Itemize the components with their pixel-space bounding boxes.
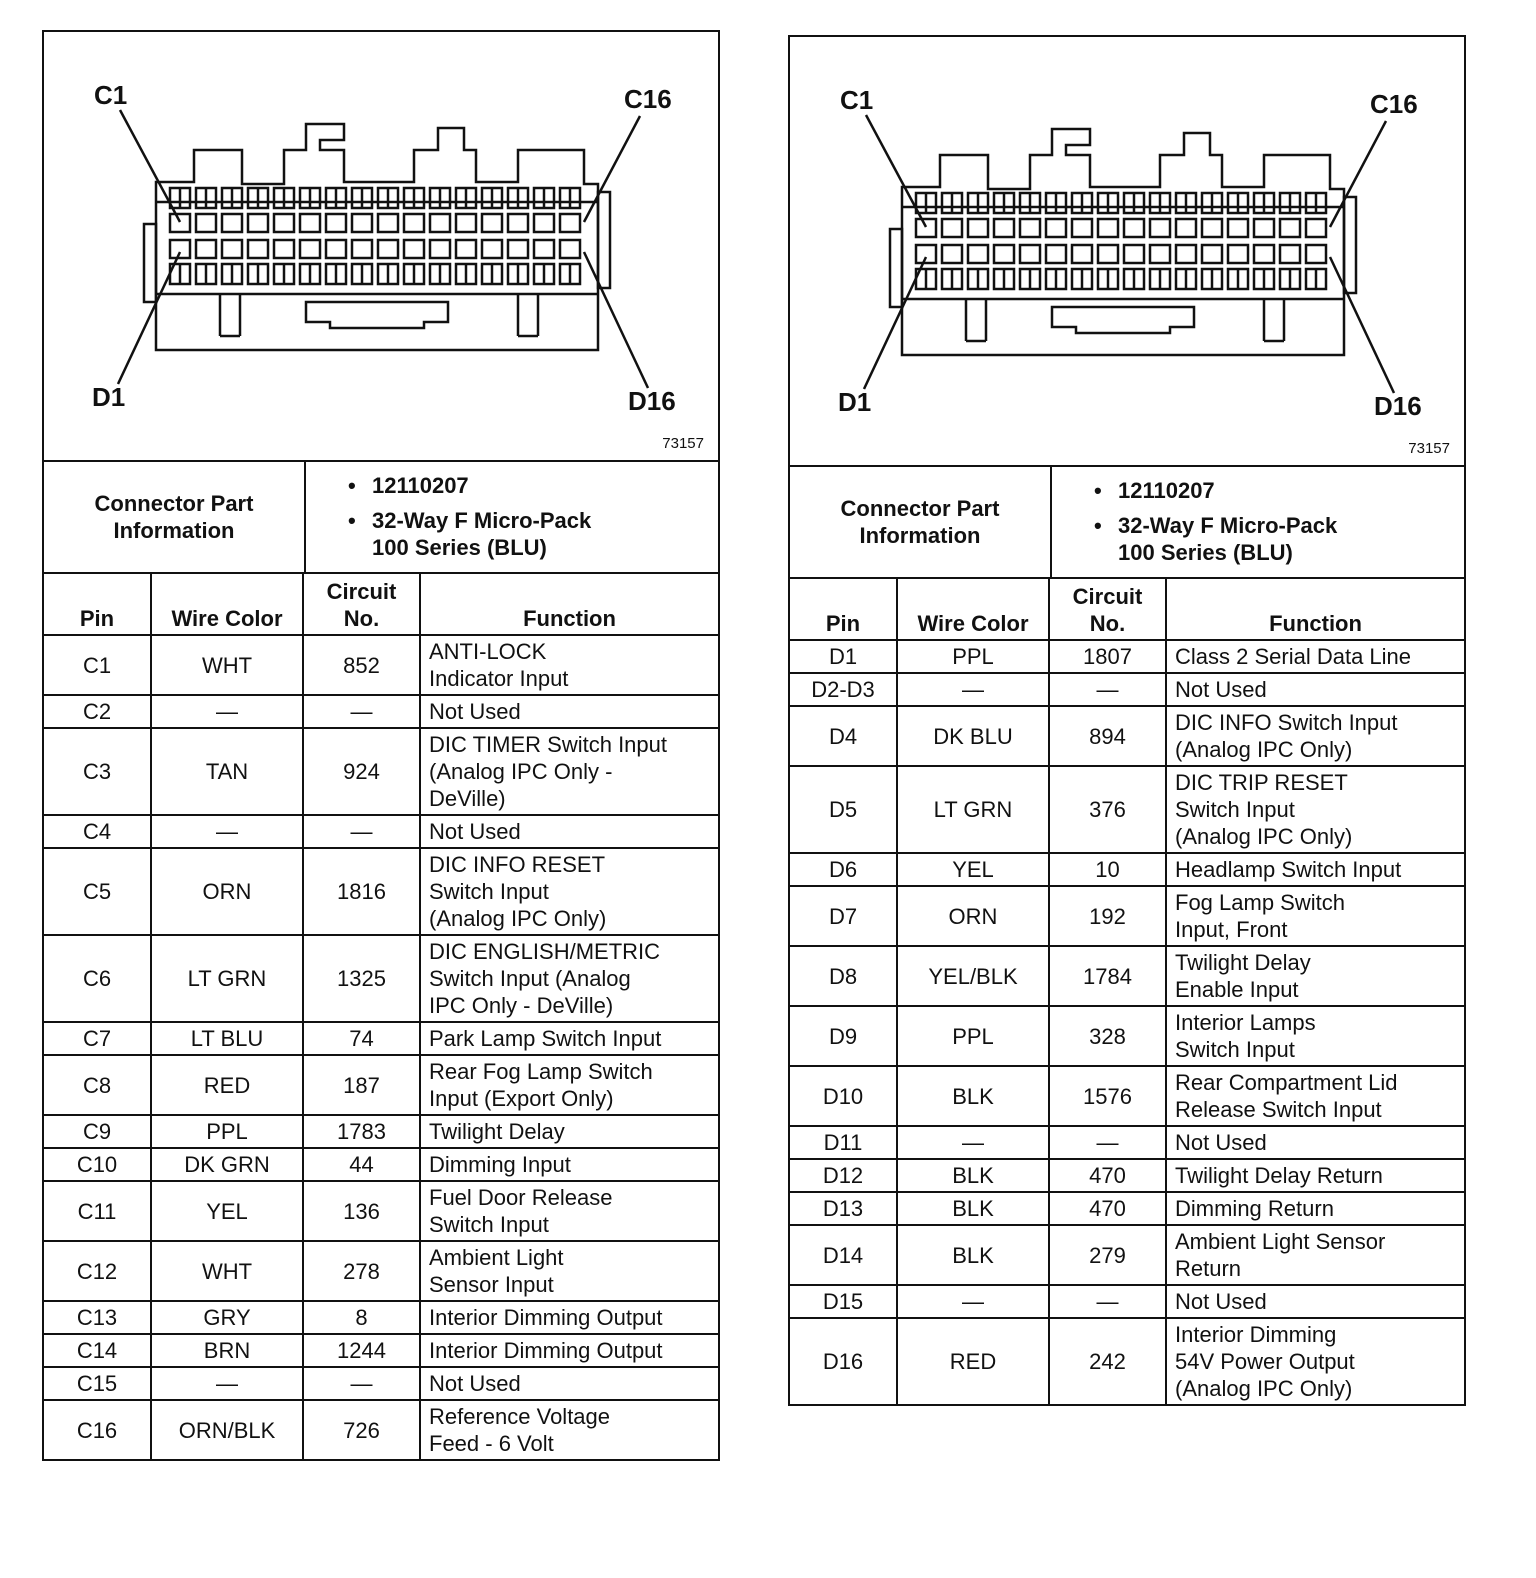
circuit-cell: 1576 <box>1049 1066 1166 1126</box>
pin-cell: C7 <box>44 1022 151 1055</box>
connector-drawing <box>790 37 1464 465</box>
table-row <box>790 1126 1464 1159</box>
wire-color-cell: LT BLU <box>151 1022 303 1055</box>
header-circuit: Circuit No. <box>303 574 420 635</box>
circuit-cell: — <box>303 815 420 848</box>
wire-color-cell: BLK <box>897 1066 1049 1126</box>
pin-cell: C15 <box>44 1367 151 1400</box>
function-cell: Ambient Light Sensor Return <box>1166 1225 1464 1285</box>
circuit-cell: 1244 <box>303 1334 420 1367</box>
figure-number: 73157 <box>1408 440 1450 457</box>
table-row <box>44 1367 718 1400</box>
wire-color-cell: — <box>151 695 303 728</box>
function-cell: ANTI-LOCK Indicator Input <box>420 635 718 695</box>
table-row <box>790 1225 1464 1285</box>
label-top-right: C16 <box>624 84 672 114</box>
connector-diagram <box>790 37 1464 467</box>
table-row <box>44 1148 718 1181</box>
table-header <box>790 579 1464 640</box>
table-row <box>44 815 718 848</box>
function-cell: Not Used <box>1166 1285 1464 1318</box>
circuit-cell: 1784 <box>1049 946 1166 1006</box>
pin-cell: D16 <box>790 1318 897 1404</box>
function-cell: Dimming Return <box>1166 1192 1464 1225</box>
header-wire-color: Wire Color <box>151 574 303 635</box>
pin-cell: C3 <box>44 728 151 815</box>
function-cell: DIC TIMER Switch Input (Analog IPC Only - DeVille) <box>420 728 718 815</box>
connector-drawing <box>44 32 718 460</box>
pin-cell: D14 <box>790 1225 897 1285</box>
header-pin: Pin <box>44 574 151 635</box>
pin-cell: C5 <box>44 848 151 935</box>
wire-color-cell: DK BLU <box>897 706 1049 766</box>
pin-cell: D9 <box>790 1006 897 1066</box>
wire-color-cell: BLK <box>897 1159 1049 1192</box>
pin-cell: C8 <box>44 1055 151 1115</box>
wire-color-cell: LT GRN <box>897 766 1049 853</box>
connector-part-list <box>1052 467 1464 577</box>
function-cell: DIC TRIP RESET Switch Input (Analog IPC Only) <box>1166 766 1464 853</box>
function-cell: Not Used <box>420 1367 718 1400</box>
wire-color-cell: PPL <box>897 640 1049 673</box>
function-cell: Interior Lamps Switch Input <box>1166 1006 1464 1066</box>
wire-color-cell: BLK <box>897 1225 1049 1285</box>
function-cell: Dimming Input <box>420 1148 718 1181</box>
label-top-right: C16 <box>1370 89 1418 119</box>
circuit-cell: — <box>303 695 420 728</box>
circuit-cell: 136 <box>303 1181 420 1241</box>
header-pin: Pin <box>790 579 897 640</box>
pin-cell: D4 <box>790 706 897 766</box>
wire-color-cell: ORN <box>151 848 303 935</box>
function-cell: DIC INFO RESET Switch Input (Analog IPC Only) <box>420 848 718 935</box>
pin-cell: D1 <box>790 640 897 673</box>
circuit-cell: — <box>1049 1285 1166 1318</box>
table-row <box>44 635 718 695</box>
wire-color-cell: — <box>151 1367 303 1400</box>
table-row <box>44 848 718 935</box>
function-cell: Ambient Light Sensor Input <box>420 1241 718 1301</box>
label-bottom-right: D16 <box>1374 391 1422 421</box>
function-cell: Reference Voltage Feed - 6 Volt <box>420 1400 718 1459</box>
header-circuit: Circuit No. <box>1049 579 1166 640</box>
wire-color-cell: — <box>897 673 1049 706</box>
pin-cell: C14 <box>44 1334 151 1367</box>
circuit-cell: 470 <box>1049 1159 1166 1192</box>
table-row <box>790 766 1464 853</box>
table-row <box>44 1115 718 1148</box>
circuit-cell: 8 <box>303 1301 420 1334</box>
wire-color-cell: BLK <box>897 1192 1049 1225</box>
function-cell: Not Used <box>1166 673 1464 706</box>
header-function: Function <box>1166 579 1464 640</box>
pin-cell: D15 <box>790 1285 897 1318</box>
pin-cell: D12 <box>790 1159 897 1192</box>
table-row <box>790 640 1464 673</box>
function-cell: Not Used <box>1166 1126 1464 1159</box>
circuit-cell: 192 <box>1049 886 1166 946</box>
table-row <box>44 935 718 1022</box>
wire-color-cell: DK GRN <box>151 1148 303 1181</box>
circuit-cell: 1807 <box>1049 640 1166 673</box>
wire-color-cell: RED <box>151 1055 303 1115</box>
pin-cell: D8 <box>790 946 897 1006</box>
circuit-cell: 278 <box>303 1241 420 1301</box>
function-cell: Not Used <box>420 695 718 728</box>
wire-color-cell: YEL/BLK <box>897 946 1049 1006</box>
table-row <box>44 728 718 815</box>
circuit-cell: 376 <box>1049 766 1166 853</box>
pin-cell: D11 <box>790 1126 897 1159</box>
function-cell: DIC ENGLISH/METRIC Switch Input (Analog IPC Only - DeVille) <box>420 935 718 1022</box>
circuit-cell: 242 <box>1049 1318 1166 1404</box>
connector-part-list <box>306 462 718 572</box>
function-cell: Twilight Delay Enable Input <box>1166 946 1464 1006</box>
pin-table <box>44 574 718 1459</box>
header-wire-color: Wire Color <box>897 579 1049 640</box>
circuit-cell: — <box>1049 1126 1166 1159</box>
connector-part-info <box>790 467 1464 579</box>
table-row <box>44 1301 718 1334</box>
pin-cell: C6 <box>44 935 151 1022</box>
function-cell: Headlamp Switch Input <box>1166 853 1464 886</box>
pin-cell: D10 <box>790 1066 897 1126</box>
circuit-cell: 74 <box>303 1022 420 1055</box>
wire-color-cell: PPL <box>897 1006 1049 1066</box>
wire-color-cell: GRY <box>151 1301 303 1334</box>
wire-color-cell: WHT <box>151 1241 303 1301</box>
circuit-cell: 279 <box>1049 1225 1166 1285</box>
table-row <box>44 1400 718 1459</box>
wire-color-cell: ORN/BLK <box>151 1400 303 1459</box>
table-row <box>790 1066 1464 1126</box>
function-cell: Class 2 Serial Data Line <box>1166 640 1464 673</box>
function-cell: Rear Fog Lamp Switch Input (Export Only) <box>420 1055 718 1115</box>
circuit-cell: — <box>303 1367 420 1400</box>
table-row <box>44 1241 718 1301</box>
circuit-cell: 894 <box>1049 706 1166 766</box>
circuit-cell: 726 <box>303 1400 420 1459</box>
function-cell: Interior Dimming Output <box>420 1301 718 1334</box>
circuit-cell: 1816 <box>303 848 420 935</box>
function-cell: Fuel Door Release Switch Input <box>420 1181 718 1241</box>
wire-color-cell: YEL <box>151 1181 303 1241</box>
function-cell: Twilight Delay <box>420 1115 718 1148</box>
table-header <box>44 574 718 635</box>
circuit-cell: 187 <box>303 1055 420 1115</box>
table-row <box>790 1285 1464 1318</box>
function-cell: DIC INFO Switch Input (Analog IPC Only) <box>1166 706 1464 766</box>
table-row <box>790 706 1464 766</box>
pin-table <box>790 579 1464 1404</box>
function-cell: Park Lamp Switch Input <box>420 1022 718 1055</box>
wire-color-cell: PPL <box>151 1115 303 1148</box>
pin-cell: C11 <box>44 1181 151 1241</box>
wire-color-cell: — <box>897 1126 1049 1159</box>
connector-part-label: Connector Part Information <box>790 467 1052 577</box>
table-row <box>790 1192 1464 1225</box>
pin-cell: D5 <box>790 766 897 853</box>
circuit-cell: 1783 <box>303 1115 420 1148</box>
circuit-cell: 470 <box>1049 1192 1166 1225</box>
circuit-cell: 1325 <box>303 935 420 1022</box>
table-row <box>790 1318 1464 1404</box>
function-cell: Twilight Delay Return <box>1166 1159 1464 1192</box>
connector-panel-d <box>788 35 1466 1406</box>
function-cell: Rear Compartment Lid Release Switch Input <box>1166 1066 1464 1126</box>
circuit-cell: 924 <box>303 728 420 815</box>
circuit-cell: 44 <box>303 1148 420 1181</box>
wire-color-cell: YEL <box>897 853 1049 886</box>
part-description: • 32-Way F Micro-Pack 100 Series (BLU) <box>1118 512 1464 566</box>
part-description: • 32-Way F Micro-Pack 100 Series (BLU) <box>372 507 718 561</box>
pin-cell: D13 <box>790 1192 897 1225</box>
circuit-cell: 328 <box>1049 1006 1166 1066</box>
function-cell: Interior Dimming Output <box>420 1334 718 1367</box>
pin-cell: C4 <box>44 815 151 848</box>
label-bottom-left: D1 <box>838 387 872 417</box>
pin-cell: C10 <box>44 1148 151 1181</box>
function-cell: Not Used <box>420 815 718 848</box>
pin-cell: C2 <box>44 695 151 728</box>
wire-color-cell: LT GRN <box>151 935 303 1022</box>
pin-cell: C16 <box>44 1400 151 1459</box>
circuit-cell: 852 <box>303 635 420 695</box>
wire-color-cell: — <box>897 1285 1049 1318</box>
pin-cell: C12 <box>44 1241 151 1301</box>
table-row <box>790 1159 1464 1192</box>
label-top-left: C1 <box>840 85 874 115</box>
figure-number: 73157 <box>662 435 704 452</box>
table-row <box>44 1055 718 1115</box>
pin-cell: D2-D3 <box>790 673 897 706</box>
table-row <box>44 1181 718 1241</box>
wire-color-cell: WHT <box>151 635 303 695</box>
table-row <box>790 886 1464 946</box>
label-bottom-right: D16 <box>628 386 676 416</box>
function-cell: Fog Lamp Switch Input, Front <box>1166 886 1464 946</box>
connector-part-info <box>44 462 718 574</box>
part-number: • 12110207 <box>1118 477 1464 504</box>
pin-cell: C1 <box>44 635 151 695</box>
table-row <box>44 1334 718 1367</box>
table-row <box>44 1022 718 1055</box>
wire-color-cell: — <box>151 815 303 848</box>
connector-panel-c <box>42 30 720 1461</box>
wire-color-cell: TAN <box>151 728 303 815</box>
pin-cell: C13 <box>44 1301 151 1334</box>
table-row <box>44 695 718 728</box>
pin-cell: C9 <box>44 1115 151 1148</box>
pin-cell: D6 <box>790 853 897 886</box>
table-row <box>790 1006 1464 1066</box>
table-row <box>790 946 1464 1006</box>
label-top-left: C1 <box>94 80 128 110</box>
function-cell: Interior Dimming 54V Power Output (Analog IPC Only) <box>1166 1318 1464 1404</box>
wire-color-cell: ORN <box>897 886 1049 946</box>
connector-part-label: Connector Part Information <box>44 462 306 572</box>
pin-cell: D7 <box>790 886 897 946</box>
part-number: • 12110207 <box>372 472 718 499</box>
table-row <box>790 853 1464 886</box>
wire-color-cell: BRN <box>151 1334 303 1367</box>
connector-diagram <box>44 32 718 462</box>
header-function: Function <box>420 574 718 635</box>
label-bottom-left: D1 <box>92 382 126 412</box>
circuit-cell: — <box>1049 673 1166 706</box>
circuit-cell: 10 <box>1049 853 1166 886</box>
table-row <box>790 673 1464 706</box>
wire-color-cell: RED <box>897 1318 1049 1404</box>
